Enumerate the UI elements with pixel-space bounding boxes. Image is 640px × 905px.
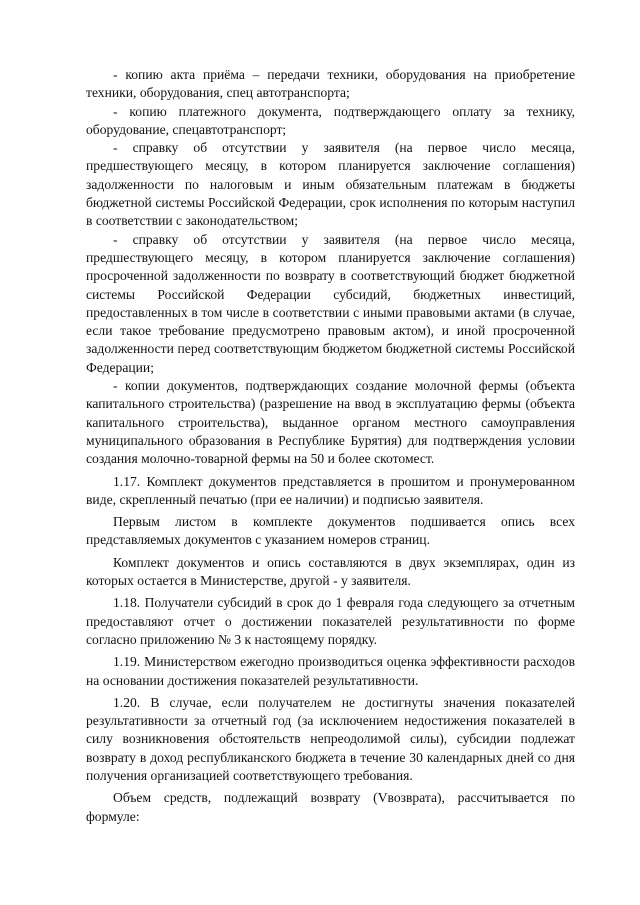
paragraph-tax-debt-certificate: - справку об отсутствии у заявителя (на первое число месяца, предшествующего месяцу, в котором планируется заключение соглашения) задолженности по налоговым и иным обязательным платежам в бюджеты бюджетной системы Российской Федерации, срок исполнения по которым наступил в соответствии с законодательством;	[86, 140, 575, 229]
paragraph-acceptance-act: - копию акта приёма – передачи техники, оборудования на приобретение техники, оборудования, спец автотранспорта;	[86, 67, 575, 101]
paragraph-1-18: 1.18. Получатели субсидий в срок до 1 февраля года следующего за отчетным предоставляют отчет о достижении показателей результативности по форме согласно приложению № 3 к настоящему порядку.	[86, 595, 575, 647]
paragraph-payment-document: - копию платежного документа, подтверждающего оплату за технику, оборудование, спецавтотранспорт;	[86, 103, 575, 137]
paragraph-1-17: 1.17. Комплект документов представляется в прошитом и пронумерованном виде, скрепленный печатью (при ее наличии) и подписью заявителя.	[86, 473, 575, 507]
paragraph-formula-intro: Объем средств, подлежащий возврату (Vвозврата), рассчитывается по формуле:	[86, 790, 575, 824]
paragraph-copies: Комплект документов и опись составляются в двух экземплярах, один из которых остается в Министерстве, другой - у заявителя.	[86, 554, 575, 589]
paragraph-overdue-debt-certificate: - справку об отсутствии у заявителя (на первое число месяца, предшествующего месяцу, в котором планируется заключение соглашения) просроченной задолженности по возврату в соответствующий бюджет бюджетной системы Российской Федерации субсидий, бюджетных инвестиций, предоставленных в том числе в соответствии с иными правовыми актами (в случае, если такое требование предусмотрено правовым актом), и иной просроченной задолженности перед соответствующим бюджетом бюджетной системы Российской Федерации;	[86, 231, 575, 375]
paragraph-1-20: 1.20. В случае, если получателем не достигнуты значения показателей результативности за отчетный год (за исключением недостижения показателей в силу возникновения обстоятельств непреодолимой силы), субсидии подлежат возврату в доход республиканского бюджета в течение 30 календарных дней со дня получения организацией соответствующего требования.	[86, 694, 575, 783]
paragraph-1-19: 1.19. Министерством ежегодно производиться оценка эффективности расходов на основании достижения показателей результативности.	[86, 654, 575, 688]
document-page	[86, 66, 575, 826]
paragraph-inventory: Первым листом в комплекте документов подшивается опись всех представляемых документов с указанием номеров страниц.	[86, 514, 575, 548]
paragraph-farm-documents: - копии документов, подтверждающих создание молочной фермы (объекта капитального строительства) (разрешение на ввод в эксплуатацию фермы (объекта капитального строительства), выданное органом местного самоуправления муниципального образования в Республике Бурятия) для подтверждения условии создания молочно-товарной фермы на 50 и более скотомест.	[86, 378, 575, 467]
